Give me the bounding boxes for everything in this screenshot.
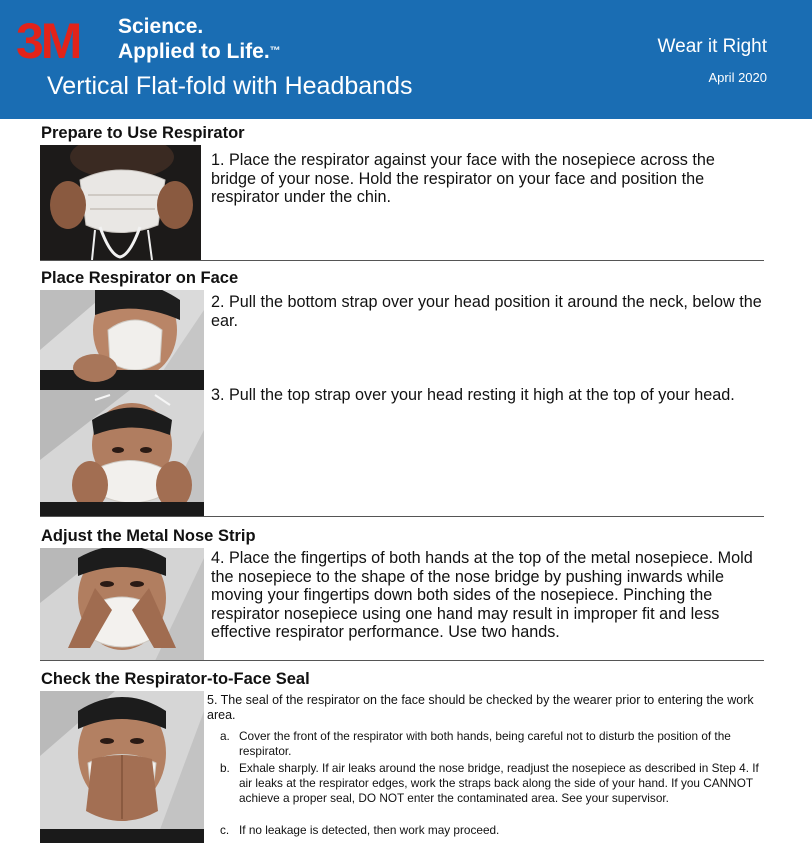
photo-top-strap: [40, 390, 204, 516]
step-5a-letter: a.: [220, 729, 230, 743]
trademark-symbol: ™: [269, 45, 281, 57]
step-5b: [220, 761, 765, 805]
tagline-line-2: Applied to Life.: [118, 40, 270, 63]
section-divider: [40, 260, 764, 261]
photo-bottom-strap: [40, 290, 204, 390]
step-4-text: 4. Place the fingertips of both hands at the top of the metal nosepiece. Mold the nosepiece to the shape of the nose bridge by pushing inwards while moving your fingertips down both sides of the nosepiece. Pinching the respirator nosepiece using one hand may result in improper fit and less effective respirator performance. Use two hands.: [211, 549, 753, 641]
3m-logo: [16, 14, 106, 64]
section-title-adjust: Adjust the Metal Nose Strip: [41, 527, 256, 545]
step-5a: [220, 729, 765, 759]
svg-text:3M: 3M: [16, 14, 80, 64]
step-5b-text: Exhale sharply. If air leaks around the nose bridge, readjust the nosepiece as described in Step 4. If air leaks at the respirator edges, work the straps back along the side of your hand. If you CANNOT achieve a proper seal, DO NOT enter the contaminated area. See your supervisor.: [239, 761, 759, 805]
section-divider: [40, 660, 764, 661]
document-date: April 2020: [708, 70, 767, 85]
section-title-place: Place Respirator on Face: [41, 269, 239, 287]
section-title-check-seal: Check the Respirator-to-Face Seal: [41, 670, 310, 688]
brand-tagline: [118, 14, 281, 64]
step-5c-letter: c.: [220, 823, 230, 837]
photo-nose-strip: [40, 548, 204, 661]
step-5-text: 5. The seal of the respirator on the face should be checked by the wearer prior to entering the work area.: [207, 693, 754, 722]
step-5c: [220, 823, 765, 838]
step-5b-letter: b.: [220, 761, 230, 775]
step-5c-text: If no leakage is detected, then work may proceed.: [239, 823, 500, 837]
section-title-prepare: Prepare to Use Respirator: [41, 124, 245, 142]
section-divider: [40, 516, 764, 517]
photo-prepare-respirator: [40, 145, 201, 260]
tagline-line-1: Science.: [118, 15, 204, 38]
step-3-text: 3. Pull the top strap over your head resting it high at the top of your head.: [211, 386, 735, 404]
header-banner: [0, 0, 812, 119]
step-5a-text: Cover the front of the respirator with both hands, being careful not to disturb the position of the respirator.: [239, 729, 731, 758]
step-1-text: 1. Place the respirator against your face with the nosepiece across the bridge of your nose. Hold the respirator on your face and position the respirator under the chin.: [211, 151, 715, 206]
photo-seal-check: [40, 691, 204, 843]
step-2-text: 2. Pull the bottom strap over your head position it around the neck, below the ear.: [211, 293, 762, 330]
document-title: Vertical Flat-fold with Headbands: [47, 72, 413, 100]
series-label: Wear it Right: [657, 36, 767, 57]
